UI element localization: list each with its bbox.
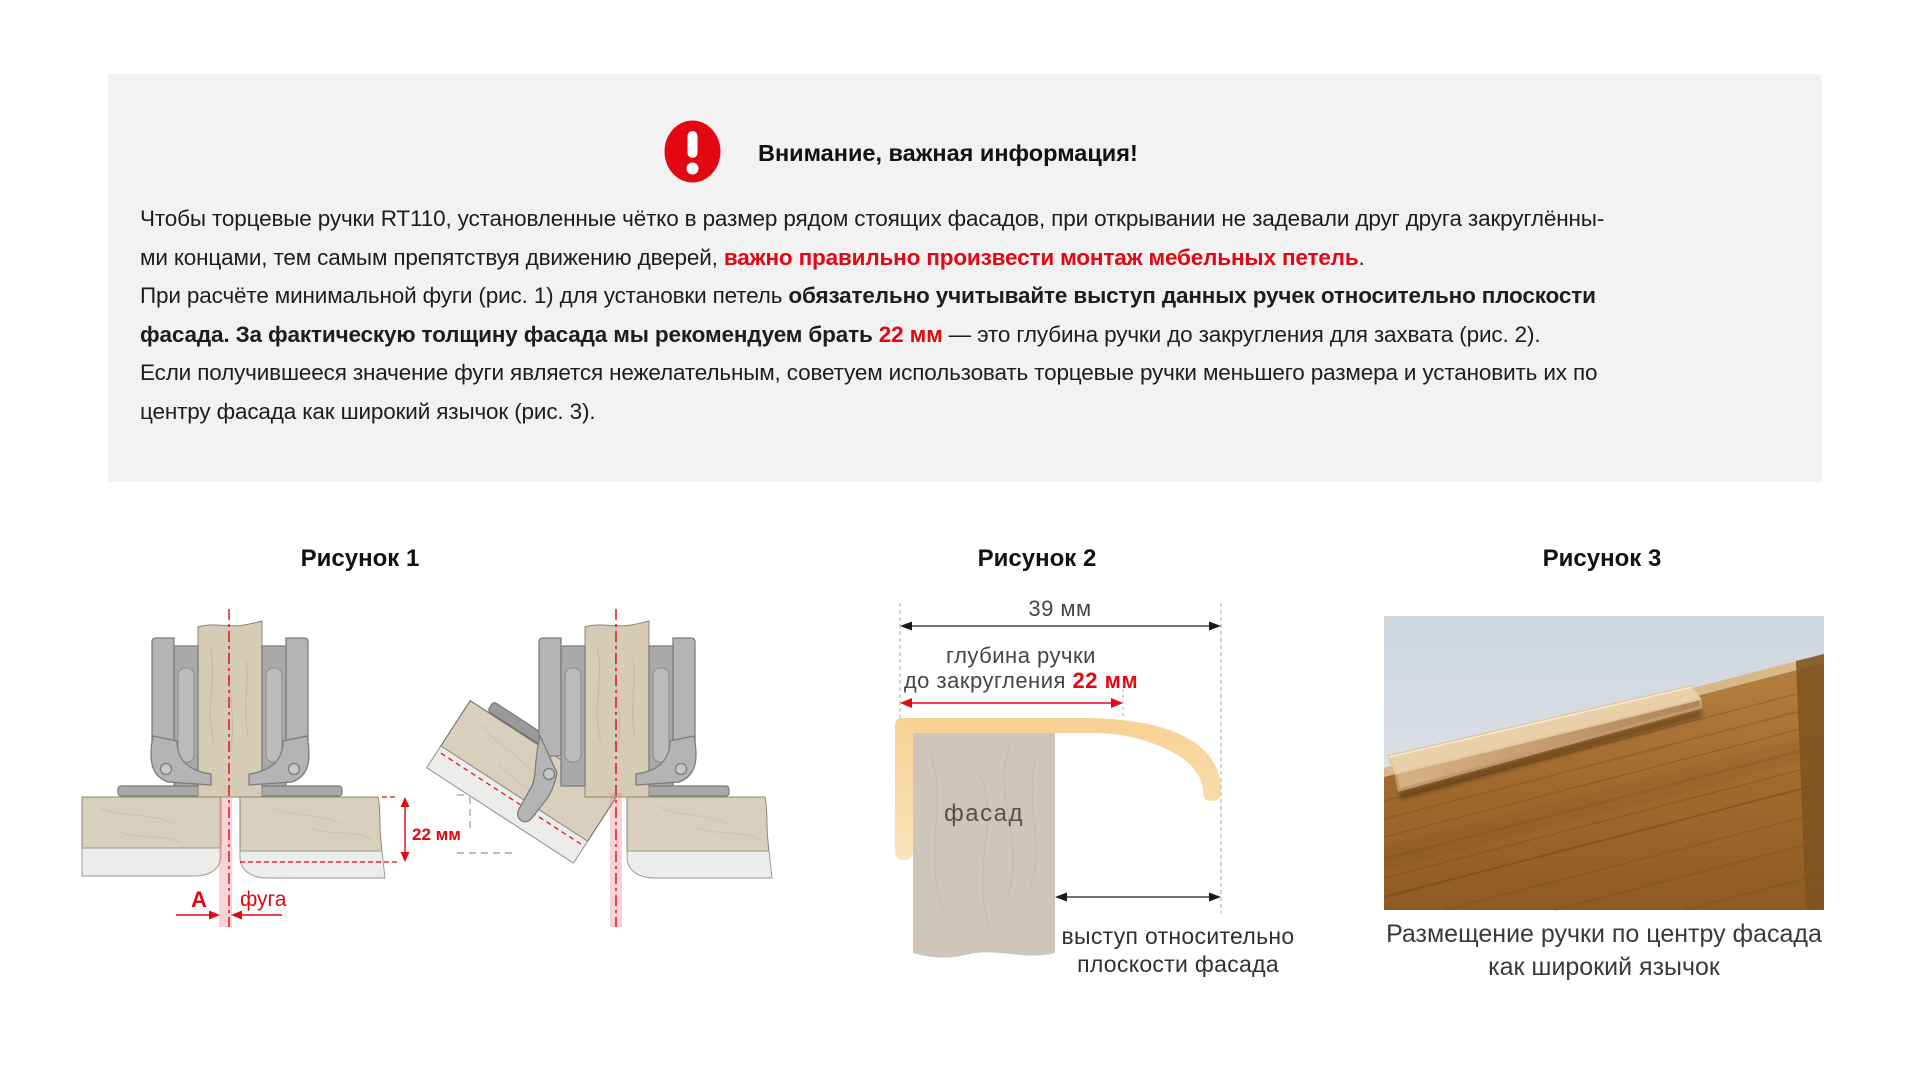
notice-line-5: Если получившееся значение фуги является нежелательным, советуем использовать торцевые ручки меньшего размера и установить их по <box>140 360 1598 386</box>
fig2-protrusion-label-2: плоскости фасада <box>1077 951 1279 977</box>
figure2-title: Рисунок 2 <box>977 545 1097 572</box>
fig2-facade-label: фасад <box>944 800 1024 827</box>
figure2-section-diagram <box>890 595 1330 995</box>
figure3-caption: Размещение ручки по центру фасада как широкий язычок <box>1386 920 1822 981</box>
figure3-photo <box>1384 616 1824 910</box>
fig2-dim-39mm: 39 мм <box>1028 596 1092 621</box>
fig1-closed-hinge <box>82 609 461 927</box>
notice-line-2: ми концами, тем самым препятствуя движению дверей, важно правильно произвести монтаж мебельных петель. <box>140 244 1365 270</box>
fig1-label-a: А <box>191 887 207 912</box>
fig2-depth-label-1: глубина ручки <box>946 643 1096 668</box>
fig2-depth-label-2: до закругления 22 мм <box>903 668 1139 693</box>
banner-title: Внимание, важная информация! <box>758 140 1138 166</box>
fig1-open-hinge <box>427 609 772 927</box>
fig1-label-fuga: фуга <box>240 888 287 911</box>
notice-line-3: При расчёте минимальной фуги (рис. 1) для установки петель обязательно учитывайте выступ данных ручек относительно плоскости <box>140 283 1596 309</box>
figure1-hinge-diagram <box>80 588 810 988</box>
notice-banner <box>108 74 1822 482</box>
exclamation-warning-icon <box>664 120 721 183</box>
notice-text <box>140 200 1604 432</box>
fig2-protrusion-label-1: выступ относительно <box>1061 923 1295 949</box>
notice-line-6: центру фасада как широкий язычок (рис. 3). <box>140 398 596 424</box>
figure1-title: Рисунок 1 <box>300 545 420 572</box>
notice-line-1: Чтобы торцевые ручки RT110, установленные чётко в размер рядом стоящих фасадов, при открывании не задевали друг друга закруглённы- <box>140 206 1605 231</box>
notice-line-4: фасада. За фактическую толщину фасада мы рекомендуем брать 22 мм — это глубина ручки до закругления для захвата (рис. 2). <box>140 321 1541 347</box>
figure3-title: Рисунок 3 <box>1542 545 1662 572</box>
fig1-dim-22mm: 22 мм <box>412 825 461 844</box>
